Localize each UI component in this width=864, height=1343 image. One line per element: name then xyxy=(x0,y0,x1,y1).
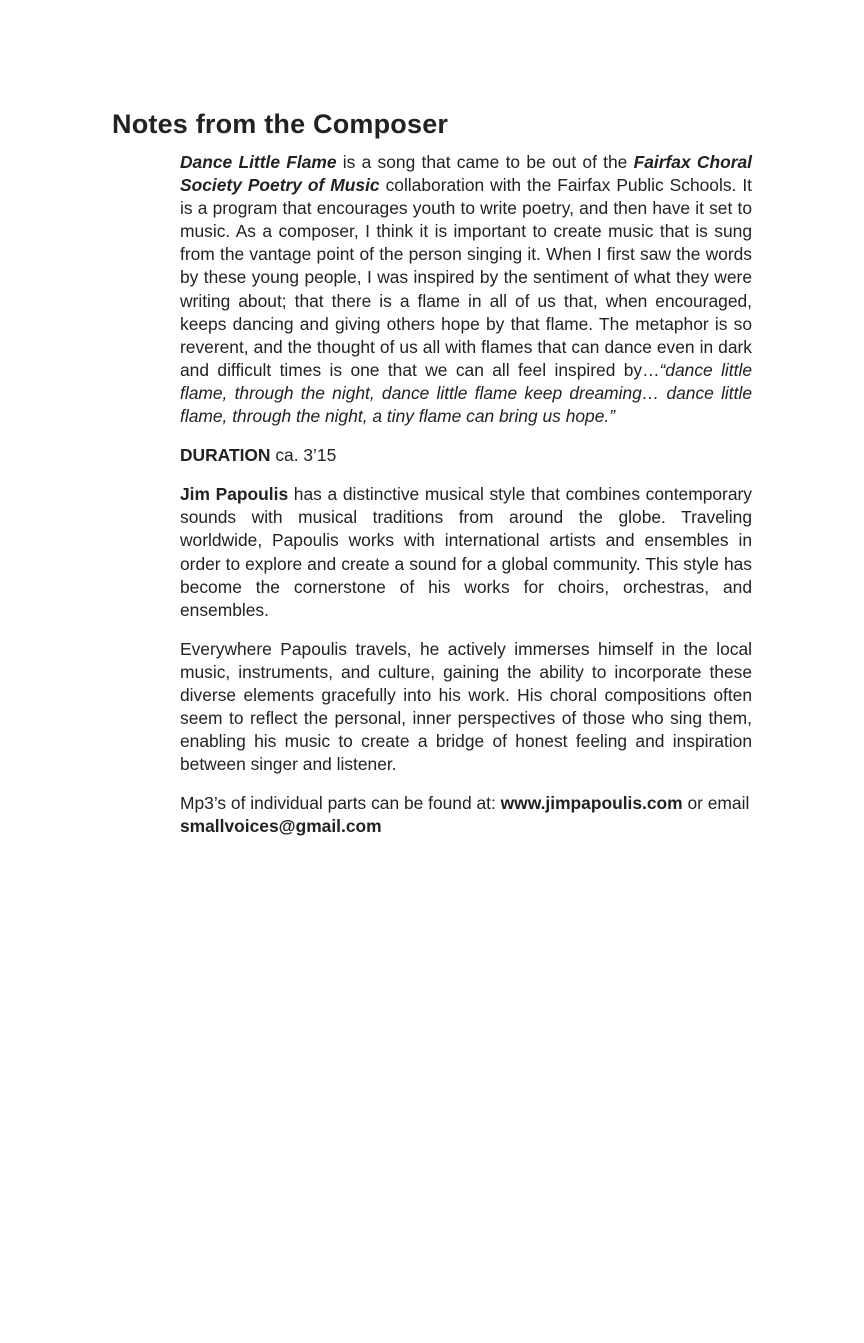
duration-label: DURATION xyxy=(180,445,271,466)
duration-line xyxy=(180,444,752,467)
email-link[interactable]: smallvoices@gmail.com xyxy=(180,816,382,837)
intro-text-1: is a song that came to be out of the xyxy=(336,152,634,172)
program-name: Fairfax Choral Society Poetry of Music xyxy=(180,152,752,196)
website-link[interactable]: www.jimpapoulis.com xyxy=(500,793,683,814)
bio-text-2: Everywhere Papoulis travels, he actively immerses himself in the local music, instruments, and culture, gaining the ability to incorporate these diverse elements gracefully into his work. His choral compositions often seem to reflect the personal, inner perspectives of those who sing them, enabling his music to create a bridge of honest feeling and inspiration between singer and listener. xyxy=(180,638,752,775)
lyric-quote: “dance little flame, through the night, dance little flame keep dreaming… dance little flame, through the night, a tiny flame can bring us hope.” xyxy=(180,359,752,427)
intro-paragraph xyxy=(180,151,752,428)
contact-text-2: or email xyxy=(682,793,750,814)
bio-text-1: has a distinctive musical style that combines contemporary sounds with musical traditions from around the globe. Traveling worldwide, Papoulis works with international artists and ensembles in order to explore and create a sound for a global community. This style has become the cornerstone of his works for choirs, orchestras, and ensembles. xyxy=(180,484,753,620)
song-title: Dance Little Flame xyxy=(180,152,337,172)
contact-text-1: Mp3’s of individual parts can be found at: xyxy=(180,793,501,814)
page-title: Notes from the Composer xyxy=(112,109,449,139)
intro-text-2: collaboration with the Fairfax Public Schools. It is a program that encourages youth to write poetry, and then have it set to music. As a composer, I think it is important to create music that is sung from the vantage point of the person singing it. When I first saw the words by these young people, I was inspired by the sentiment of what they were writing about; that there is a flame in all of us that, when encouraged, keeps dancing and giving others hope by that flame. The metaphor is so reverent, and the thought of us all with flames that can dance even in dark and difficult times is one that we can all feel inspired by… xyxy=(180,175,752,380)
bio-paragraph-2 xyxy=(180,638,752,777)
notes-body xyxy=(180,151,752,855)
bio-paragraph-1 xyxy=(180,483,752,622)
duration-value: ca. 3’15 xyxy=(270,445,337,466)
composer-name: Jim Papoulis xyxy=(180,484,289,505)
contact-paragraph xyxy=(180,792,752,838)
